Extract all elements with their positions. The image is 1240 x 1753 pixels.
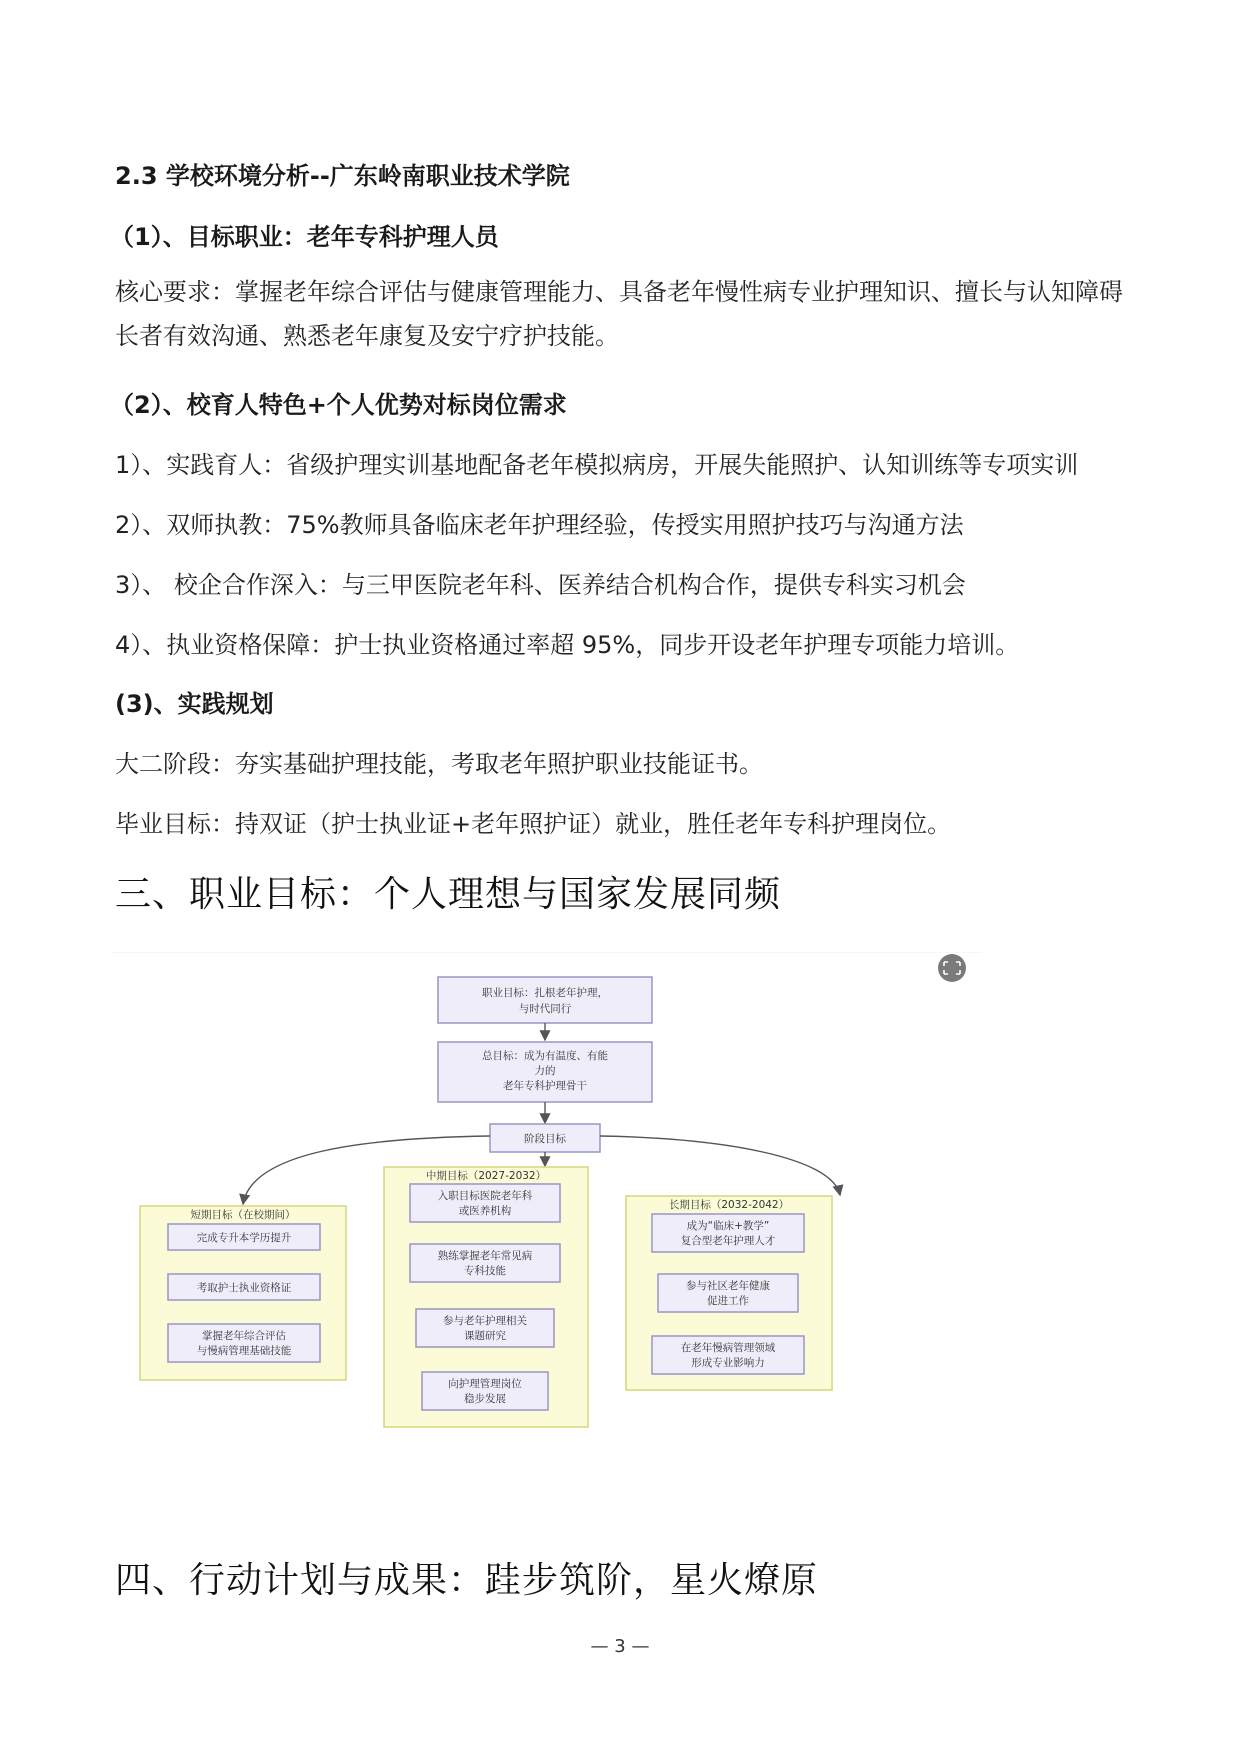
- stage-goal-node: [490, 1124, 600, 1152]
- long-term-item: 形成专业影响力: [691, 1357, 765, 1369]
- feature-item: 1）、实践育人：省级护理实训基地配备老年模拟病房，开展失能照护、认知训练等专项实训: [115, 451, 1079, 479]
- long-term-item: 复合型老年护理人才: [680, 1235, 776, 1247]
- mid-term-item: 参与老年护理相关: [443, 1315, 527, 1327]
- overall-goal-line: 总目标：成为有温度、有能: [482, 1050, 608, 1062]
- short-term-item: 完成专升本学历提升: [196, 1232, 292, 1244]
- edge-arrow: [600, 1136, 840, 1195]
- mid-term-item: 专科技能: [464, 1265, 506, 1277]
- mid-term-item: 向护理管理岗位: [448, 1378, 522, 1390]
- chapter-4-title: 四、行动计划与成果：跬步筑阶，星火燎原: [115, 1560, 819, 1601]
- practice-item: 毕业目标：持双证（护士执业证+老年照护证）就业，胜任老年专科护理岗位。: [115, 810, 952, 838]
- career-goal-node: [438, 977, 652, 1023]
- section-heading: 2.3 学校环境分析--广东岭南职业技术学院: [115, 162, 570, 190]
- mid-term-group: [384, 1167, 588, 1427]
- long-term-item: 在老年慢病管理领域: [680, 1342, 776, 1354]
- expand-icon[interactable]: [938, 954, 966, 982]
- chapter-3-title: 三、职业目标：个人理想与国家发展同频: [115, 874, 782, 915]
- feature-item: 3）、 校企合作深入：与三甲医院老年科、医养结合机构合作，提供专科实习机会: [115, 571, 966, 599]
- practice-plan-heading: (3)、实践规划: [115, 690, 274, 718]
- mid-term-item: 稳步发展: [464, 1393, 506, 1405]
- feature-item: 2）、双师执教：75%教师具备临床老年护理经验，传授实用照护技巧与沟通方法: [115, 511, 964, 539]
- feature-item: 4）、执业资格保障：护士执业资格通过率超 95%，同步开设老年护理专项能力培训。: [115, 631, 1020, 659]
- long-term-label: 长期目标（2032-2042）: [668, 1199, 790, 1211]
- overall-goal-node: [438, 1042, 652, 1102]
- stage-goal-label: 阶段目标: [524, 1133, 566, 1145]
- overall-goal-line: 力的: [534, 1065, 556, 1077]
- school-features-heading: （2）、校育人特色+个人优势对标岗位需求: [110, 391, 567, 419]
- practice-item: 大二阶段：夯实基础护理技能，考取老年照护职业技能证书。: [115, 750, 763, 778]
- short-term-item: 与慢病管理基础技能: [196, 1345, 292, 1357]
- long-term-item: 成为“临床+教学”: [686, 1220, 770, 1232]
- mid-term-item: 熟练掌握老年常见病: [437, 1250, 533, 1262]
- core-requirements-paragraph: 核心要求：掌握老年综合评估与健康管理能力、具备老年慢性病专业护理知识、擅长与认知障碍长者有效沟通、熟悉老年康复及安宁疗护技能。: [115, 278, 1123, 350]
- page-number: — 3 —: [590, 1636, 650, 1657]
- short-term-label: 短期目标（在校期间）: [190, 1209, 296, 1221]
- long-term-item: 参与社区老年健康: [686, 1280, 770, 1292]
- mid-term-label: 中期目标（2027-2032）: [425, 1170, 547, 1182]
- short-term-group: [140, 1206, 346, 1380]
- mid-term-item: 或医养机构: [458, 1205, 512, 1217]
- target-occupation-heading: （1）、目标职业：老年专科护理人员: [110, 223, 499, 251]
- long-term-item: 促进工作: [707, 1295, 749, 1307]
- mid-term-item: 课题研究: [464, 1330, 506, 1342]
- career-goal-line: 与时代同行: [518, 1003, 572, 1015]
- overall-goal-line: 老年专科护理骨干: [503, 1080, 587, 1092]
- career-goal-line: 职业目标：扎根老年护理，: [482, 987, 608, 999]
- long-term-group: [626, 1196, 832, 1390]
- short-term-item: 考取护士执业资格证: [196, 1282, 292, 1294]
- mid-term-item: 入职目标医院老年科: [437, 1190, 533, 1202]
- short-term-item: 掌握老年综合评估: [202, 1330, 286, 1342]
- career-goal-diagram: [112, 952, 982, 1492]
